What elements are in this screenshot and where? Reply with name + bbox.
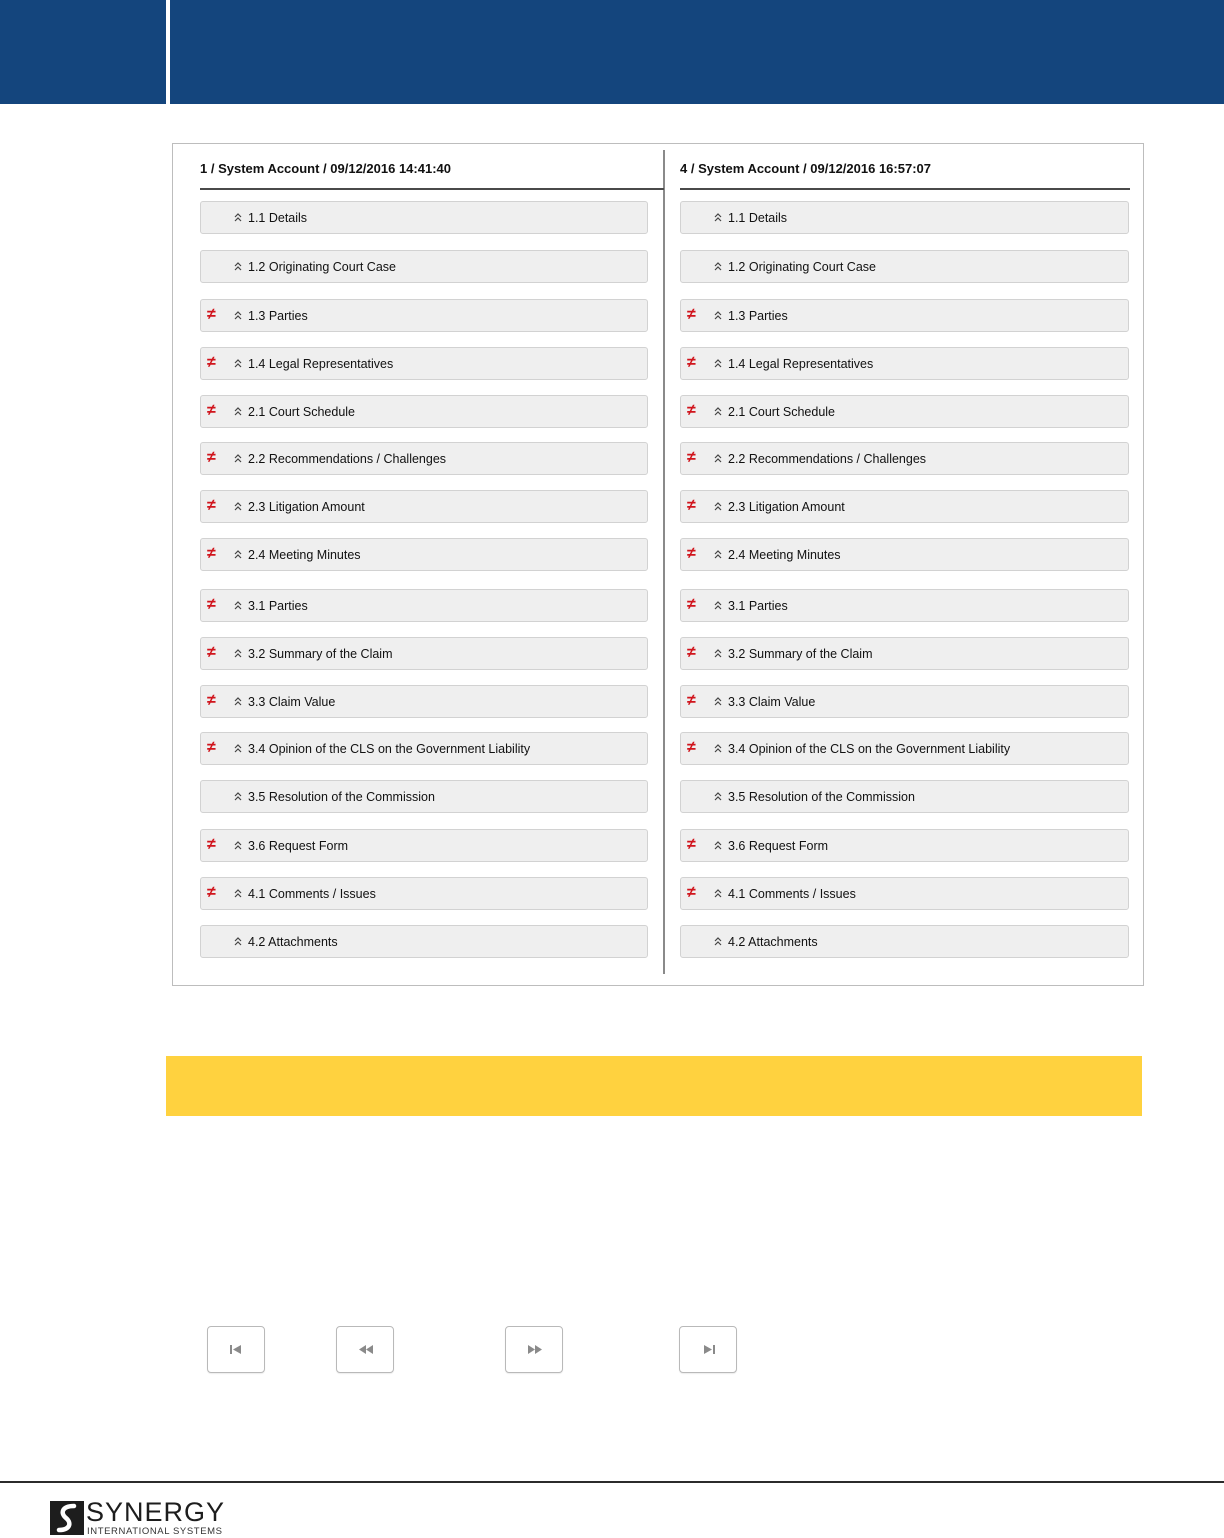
section-label: 2.1 Court Schedule [728,405,836,419]
left-version-column [200,144,649,985]
section-label: 2.4 Meeting Minutes [728,548,841,562]
collapse-chevron-icon[interactable] [233,500,243,512]
section-label: 1.2 Originating Court Case [728,260,876,274]
difference-icon: ≠ [207,354,216,371]
section-label: 3.2 Summary of the Claim [728,647,873,661]
difference-icon: ≠ [207,449,216,466]
header-band-left [0,0,166,104]
section-row[interactable] [680,250,1129,283]
section-row[interactable] [680,685,1129,718]
difference-icon: ≠ [207,692,216,709]
section-label: 1.3 Parties [728,309,788,323]
right-version-title: 4 / System Account / 09/12/2016 16:57:07 [680,161,931,176]
section-label: 3.4 Opinion of the CLS on the Government Liability [248,742,531,756]
section-row[interactable] [680,925,1129,958]
collapse-chevron-icon[interactable] [233,599,243,611]
difference-icon: ≠ [207,306,216,323]
section-row[interactable] [680,395,1129,428]
column-divider [663,150,665,974]
right-title-rule [680,188,1130,190]
collapse-chevron-icon[interactable] [713,211,723,223]
section-row[interactable] [200,250,648,283]
section-label: 3.6 Request Form [728,839,829,853]
section-label: 1.1 Details [728,211,788,225]
section-row[interactable] [680,299,1129,332]
difference-icon: ≠ [687,739,696,756]
collapse-chevron-icon[interactable] [713,839,723,851]
section-row[interactable] [200,201,648,234]
difference-icon: ≠ [687,836,696,853]
collapse-chevron-icon[interactable] [233,211,243,223]
next-icon [527,1344,543,1356]
difference-icon: ≠ [687,449,696,466]
difference-icon: ≠ [207,836,216,853]
difference-icon: ≠ [207,739,216,756]
section-row[interactable] [200,732,648,765]
version-comparison-panel [172,143,1144,986]
collapse-chevron-icon[interactable] [233,695,243,707]
section-row[interactable] [200,347,648,380]
collapse-chevron-icon[interactable] [713,357,723,369]
collapse-chevron-icon[interactable] [233,839,243,851]
collapse-chevron-icon[interactable] [713,887,723,899]
previous-icon [358,1344,374,1356]
section-label: 3.3 Claim Value [248,695,336,709]
section-row[interactable] [200,299,648,332]
last-page-button[interactable] [679,1326,737,1373]
collapse-chevron-icon[interactable] [713,647,723,659]
section-label: 3.6 Request Form [248,839,349,853]
last-page-icon [701,1344,717,1356]
collapse-chevron-icon[interactable] [713,405,723,417]
section-row[interactable] [200,925,648,958]
right-version-column [680,144,1130,985]
section-label: 3.5 Resolution of the Commission [728,790,915,804]
section-row[interactable] [680,589,1129,622]
section-label: 1.2 Originating Court Case [248,260,396,274]
section-label: 4.2 Attachments [728,935,818,949]
section-label: 1.4 Legal Representatives [728,357,874,371]
section-row[interactable] [200,395,648,428]
section-label: 1.3 Parties [248,309,308,323]
difference-icon: ≠ [687,497,696,514]
section-row[interactable] [680,490,1129,523]
section-label: 3.2 Summary of the Claim [248,647,393,661]
section-label: 3.1 Parties [728,599,788,613]
section-row[interactable] [200,780,648,813]
collapse-chevron-icon[interactable] [233,260,243,272]
collapse-chevron-icon[interactable] [713,548,723,560]
difference-icon: ≠ [687,692,696,709]
note-band [166,1056,1142,1116]
section-label: 3.4 Opinion of the CLS on the Government Liability [728,742,1011,756]
section-row[interactable] [200,685,648,718]
section-label: 3.3 Claim Value [728,695,816,709]
section-label: 2.2 Recommendations / Challenges [248,452,447,466]
section-label: 2.3 Litigation Amount [248,500,365,514]
section-label: 4.1 Comments / Issues [728,887,856,901]
collapse-chevron-icon[interactable] [233,357,243,369]
collapse-chevron-icon[interactable] [233,452,243,464]
section-row[interactable] [680,637,1129,670]
collapse-chevron-icon[interactable] [233,647,243,659]
section-label: 2.3 Litigation Amount [728,500,845,514]
collapse-chevron-icon[interactable] [233,742,243,754]
difference-icon: ≠ [687,596,696,613]
difference-icon: ≠ [687,354,696,371]
section-label: 4.1 Comments / Issues [248,887,376,901]
difference-icon: ≠ [207,545,216,562]
section-label: 4.2 Attachments [248,935,338,949]
difference-icon: ≠ [687,402,696,419]
previous-button[interactable] [336,1326,394,1373]
section-row[interactable] [200,637,648,670]
section-label: 3.5 Resolution of the Commission [248,790,435,804]
collapse-chevron-icon[interactable] [713,260,723,272]
section-row[interactable] [680,780,1129,813]
difference-icon: ≠ [687,884,696,901]
logo-name: SYNERGY [86,1497,226,1527]
left-version-title: 1 / System Account / 09/12/2016 14:41:40 [200,161,451,176]
difference-icon: ≠ [207,644,216,661]
difference-icon: ≠ [207,884,216,901]
collapse-chevron-icon[interactable] [233,548,243,560]
section-row[interactable] [680,732,1129,765]
section-row[interactable] [680,829,1129,862]
section-row[interactable] [200,829,648,862]
next-button[interactable] [505,1326,563,1373]
collapse-chevron-icon[interactable] [233,309,243,321]
section-row[interactable] [680,442,1129,475]
difference-icon: ≠ [207,596,216,613]
section-row[interactable] [200,442,648,475]
difference-icon: ≠ [687,545,696,562]
left-title-rule [200,188,664,190]
difference-icon: ≠ [687,306,696,323]
collapse-chevron-icon[interactable] [713,695,723,707]
company-logo [50,1497,226,1538]
collapse-chevron-icon[interactable] [233,405,243,417]
section-label: 1.1 Details [248,211,308,225]
collapse-chevron-icon[interactable] [233,790,243,802]
collapse-chevron-icon[interactable] [713,935,723,947]
collapse-chevron-icon[interactable] [713,599,723,611]
collapse-chevron-icon[interactable] [713,309,723,321]
section-label: 1.4 Legal Representatives [248,357,394,371]
section-label: 3.1 Parties [248,599,308,613]
section-row[interactable] [680,877,1129,910]
collapse-chevron-icon[interactable] [713,500,723,512]
section-row[interactable] [200,490,648,523]
collapse-chevron-icon[interactable] [233,935,243,947]
section-row[interactable] [200,877,648,910]
section-label: 2.1 Court Schedule [248,405,356,419]
section-row[interactable] [680,538,1129,571]
collapse-chevron-icon[interactable] [233,887,243,899]
difference-icon: ≠ [687,644,696,661]
section-row[interactable] [680,201,1129,234]
synergy-logo-icon [50,1501,84,1535]
section-row[interactable] [680,347,1129,380]
first-page-icon [229,1344,245,1356]
section-row[interactable] [200,538,648,571]
difference-icon: ≠ [207,402,216,419]
section-label: 2.2 Recommendations / Challenges [728,452,927,466]
logo-subtitle: INTERNATIONAL SYSTEMS [87,1526,223,1537]
collapse-chevron-icon[interactable] [713,742,723,754]
collapse-chevron-icon[interactable] [713,452,723,464]
section-row[interactable] [200,589,648,622]
section-label: 2.4 Meeting Minutes [248,548,361,562]
difference-icon: ≠ [207,497,216,514]
footer-rule [0,1481,1224,1483]
header-band-right [170,0,1224,104]
collapse-chevron-icon[interactable] [713,790,723,802]
first-page-button[interactable] [207,1326,265,1373]
